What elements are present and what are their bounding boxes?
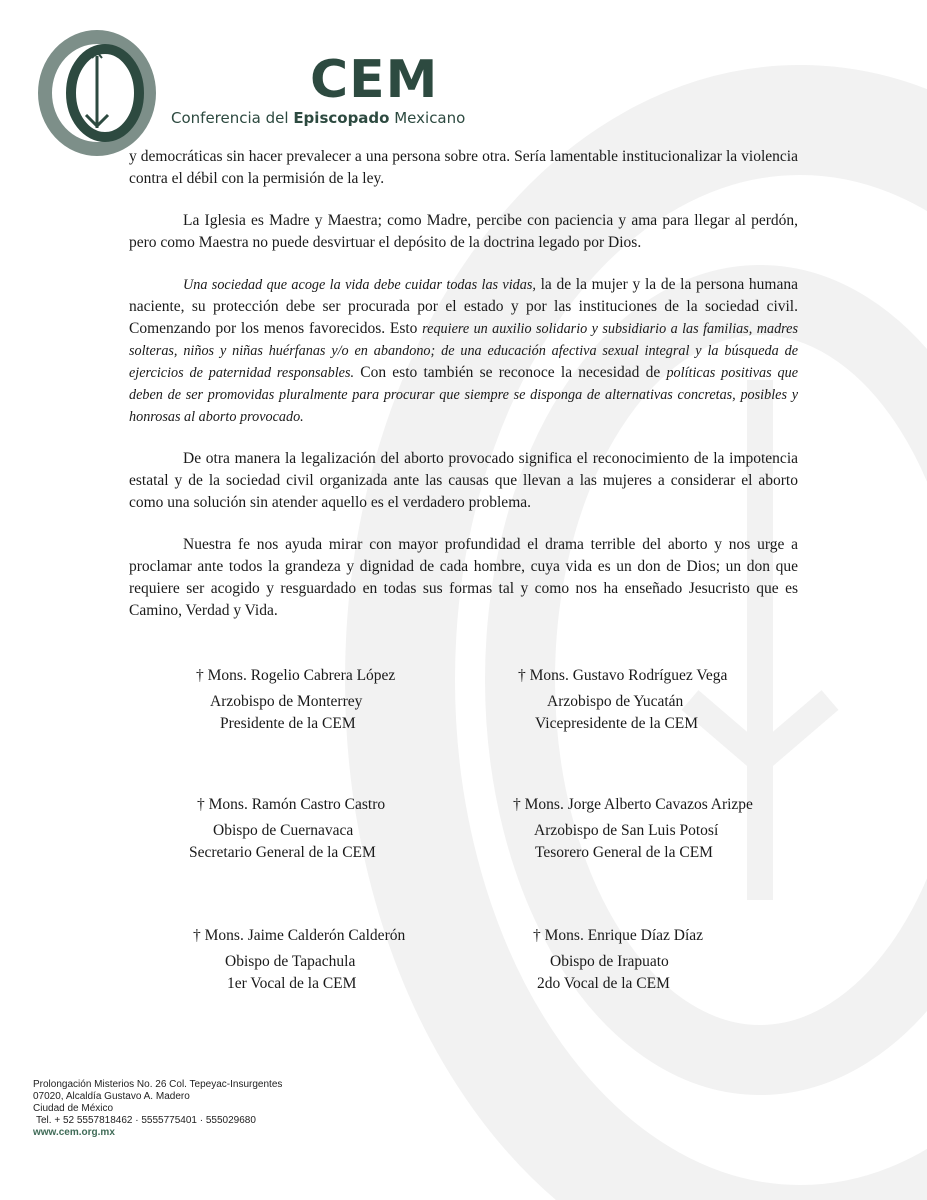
paragraph-3-text-1: la de la mujer y la de la persona humana naciente, su protección debe ser procurada por el estado y por las instituciones de la sociedad civil. Comenzando por los menos favorecidos. Esto — [129, 276, 798, 337]
footer-city: Ciudad de México — [33, 1103, 114, 1114]
brand-subtitle-bold: Episcopado — [293, 109, 390, 127]
paragraph-5: Nuestra fe nos ayuda mirar con mayor profundidad el drama terrible del aborto y nos urge a proclamar ante todos la grandeza y dignidad de cada hombre, cuya vida es un don de Dios; un don que requiere ser acogido y resguardado en todas sus formas tal y como nos ha enseñado Jesucristo que es Camino, Verdad y Vida. — [129, 536, 798, 619]
signature-name: † Mons. Jorge Alberto Cavazos Arizpe — [513, 796, 753, 813]
footer-website-link[interactable]: www.cem.org.mx — [33, 1127, 115, 1138]
signature-block — [518, 664, 727, 736]
brand-subtitle — [171, 108, 465, 128]
signature-role: Tesorero General de la CEM — [535, 844, 713, 861]
footer-address-line-2: 07020, Alcaldía Gustavo A. Madero — [33, 1091, 190, 1102]
signature-block — [193, 924, 405, 996]
signature-block — [513, 793, 753, 865]
footer-address-line-1: Prolongación Misterios No. 26 Col. Tepeyac-Insurgentes — [33, 1079, 283, 1090]
signature-title: Obispo de Cuernavaca — [213, 822, 354, 839]
signature-title: Obispo de Tapachula — [225, 953, 356, 970]
signature-role: Vicepresidente de la CEM — [535, 715, 699, 732]
paragraph-3-emphasis-3: políticas positivas que deben de ser promovidas pluralmente para procurar que siempre se disponga de alternativas concretas, posibles y honrosas al aborto provocado. — [129, 365, 798, 425]
letter-body — [129, 146, 798, 642]
signature-role: Presidente de la CEM — [220, 715, 356, 732]
signature-name: † Mons. Ramón Castro Castro — [197, 796, 386, 813]
brand-name: CEM — [310, 50, 439, 110]
signature-name: † Mons. Gustavo Rodríguez Vega — [518, 667, 728, 684]
signature-name: † Mons. Enrique Díaz Díaz — [533, 927, 704, 944]
paragraph-3 — [129, 274, 798, 428]
signature-title: Arzobispo de Yucatán — [547, 693, 684, 710]
paragraph-1: y democráticas sin hacer prevalecer a una persona sobre otra. Sería lamentable institucionalizar la violencia contra el débil con la permisión de la ley. — [129, 148, 798, 187]
signature-role: 1er Vocal de la CEM — [227, 975, 357, 992]
paragraph-3-text-2: Con esto también se reconoce la necesidad de — [354, 364, 667, 381]
paragraph-2: La Iglesia es Madre y Maestra; como Madre, percibe con paciencia y ama para llegar al perdón, pero como Maestra no puede desvirtuar el depósito de la doctrina legado por Dios. — [129, 212, 798, 251]
brand-subtitle-pre: Conferencia del — [171, 109, 294, 127]
signature-block — [189, 793, 386, 865]
signature-title: Arzobispo de San Luis Potosí — [534, 822, 719, 839]
paragraph-3-emphasis-2: requiere un auxilio solidario y subsidiario a las familias, madres solteras, niños y niñas huérfanas y/o en abandono; de una educación afectiva sexual integral y la búsqueda de ejercicios de paternidad responsables. — [129, 321, 798, 381]
cem-logo-cross-icon — [36, 28, 158, 158]
signature-role: Secretario General de la CEM — [189, 844, 376, 861]
signature-title: Arzobispo de Monterrey — [210, 693, 363, 710]
signature-block — [196, 664, 395, 736]
signature-name: † Mons. Jaime Calderón Calderón — [193, 927, 406, 944]
signature-title: Obispo de Irapuato — [550, 953, 669, 970]
footer-address — [33, 1079, 282, 1139]
brand-subtitle-post: Mexicano — [389, 109, 466, 127]
paragraph-4: De otra manera la legalización del aborto provocado significa el reconocimiento de la impotencia estatal y de la sociedad civil organizada ante las causas que llevan a las mujeres a considerar el aborto como una solución sin atender aquello es el verdadero problema. — [129, 450, 798, 511]
paragraph-3-emphasis-1: Una sociedad que acoge la vida debe cuidar todas las vidas, — [183, 277, 536, 293]
signature-name: † Mons. Rogelio Cabrera López — [196, 667, 396, 684]
signature-block — [533, 924, 703, 996]
footer-phone: Tel. + 52 5557818462 · 5555775401 · 555029680 — [36, 1115, 256, 1126]
signature-role: 2do Vocal de la CEM — [537, 975, 670, 992]
